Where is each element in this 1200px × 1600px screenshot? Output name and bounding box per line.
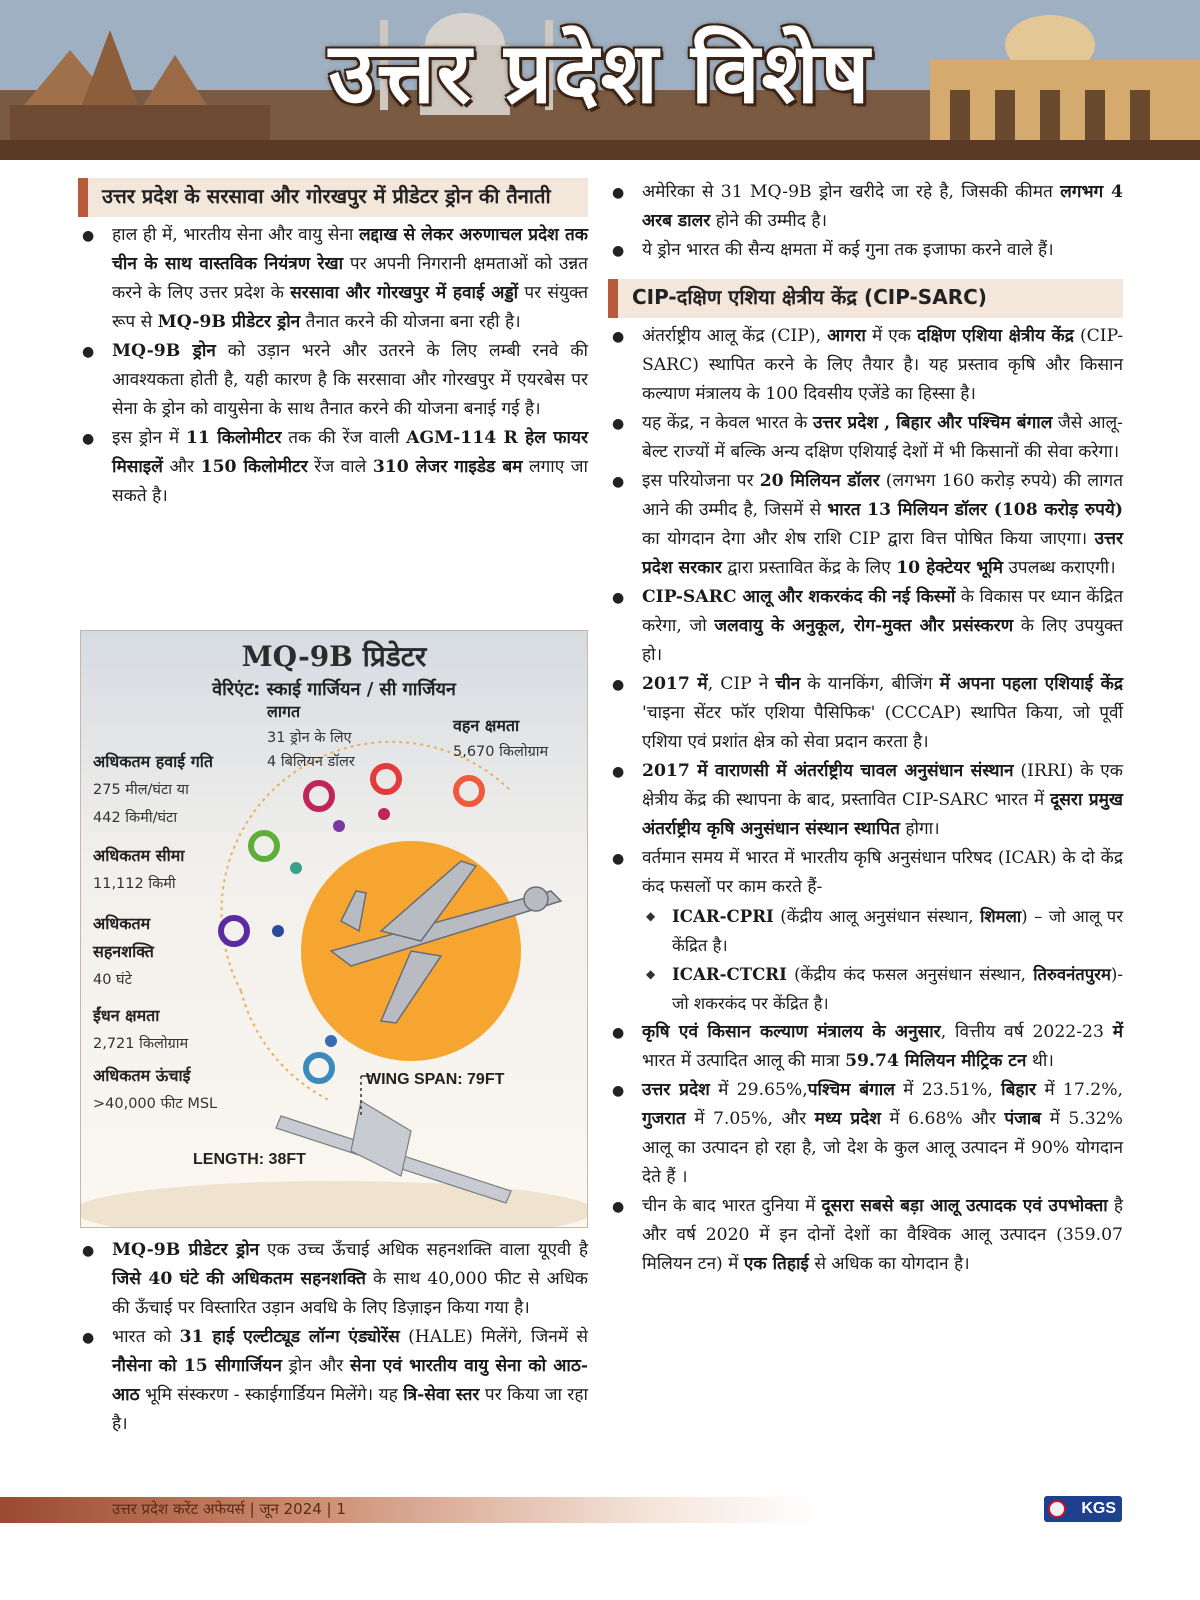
mq9b-infographic bbox=[80, 630, 588, 1228]
speed-value-line1: 275 मील/घंटा या bbox=[93, 782, 189, 798]
cost-value-line1: 31 ड्रोन के लिए bbox=[267, 730, 352, 746]
header-banner bbox=[0, 0, 1200, 160]
list-item: ● CIP-SARC आलू और शकरकंद की नई किस्मों के विकास पर ध्यान केंद्रित करेगा, जो जलवायु के अनुकूल, रोग-मुक्त और प्रसंस्करण के लिए उपयुक्त हो। bbox=[608, 583, 1123, 670]
list-item: ● चीन के बाद भारत दुनिया में दूसरा सबसे बड़ा आलू उत्पादक एवं उपभोक्ता है और वर्ष 2020 में इन दोनों देशों का वैश्विक आलू उत्पादन (359.07 मिलियन टन) में एक तिहाई से अधिक का योगदान है। bbox=[608, 1192, 1123, 1279]
section-title-predator-drone: उत्तर प्रदेश के सरसावा और गोरखपुर में प्रीडेटर ड्रोन की तैनाती bbox=[78, 178, 588, 217]
list-item: ● MQ-9B प्रीडेटर ड्रोन एक उच्च ऊँचाई अधिक सहनशक्ति वाला यूएवी है जिसे 40 घंटे की अधिकतम सहनशक्ति के साथ 40,000 फीट से अधिक की ऊँचाई पर विस्तारित उड़ान अवधि के लिए डिज़ाइन किया गया है। bbox=[78, 1236, 588, 1323]
left-column bbox=[78, 178, 588, 511]
list-item: ● इस ड्रोन में 11 किलोमीटर तक की रेंज वाली AGM-114 R हेल फायर मिसाइलें और 150 किलोमीटर रेंज वाले 310 लेजर गाइडेड बम लगाए जा सकते है। bbox=[78, 424, 588, 511]
speed-value-line2: 442 किमी/घंटा bbox=[93, 810, 178, 826]
page-footer bbox=[0, 1497, 1200, 1523]
kgs-emblem-icon bbox=[1048, 1500, 1066, 1518]
list-item: ● वर्तमान समय में भारत में भारतीय कृषि अनुसंधान परिषद (ICAR) के दो केंद्र कंद फसलों पर काम करते हैं- ◆ ICAR-CPRI (केंद्रीय आलू अनुसंधान संस्थान, शिमला) – जो आलू पर केंद्रित है। ◆ ICAR-CTCRI (केंद्रीय कंद फसल अनुसंधान संस्थान, तिरुवनंतपुरम)- जो शकरकंद पर केंद्रित है। bbox=[608, 844, 1123, 1018]
sub-list-item: ◆ ICAR-CPRI (केंद्रीय आलू अनुसंधान संस्थान, शिमला) – जो आलू पर केंद्रित है। bbox=[642, 902, 1123, 960]
list-item: ● अंतर्राष्ट्रीय आलू केंद्र (CIP), आगरा में एक दक्षिण एशिया क्षेत्रीय केंद्र (CIP-SARC) स्थापित करने के लिए तैयार है। यह प्रस्ताव कृषि और किसान कल्याण मंत्रालय के 100 दिवसीय एजेंडे का हिस्सा है। bbox=[608, 322, 1123, 409]
range-label: अधिकतम सीमा bbox=[93, 846, 185, 865]
list-item: ● इस परियोजना पर 20 मिलियन डॉलर (लगभग 160 करोड़ रुपये) की लागत आने की उम्मीद है, जिसमें से भारत 13 मिलियन डॉलर (108 करोड़ रुपये) का योगदान देगा और शेष राशि CIP द्वारा वित्त पोषित किया जाएगा। उत्तर प्रदेश सरकार द्वारा प्रस्तावित केंद्र के लिए 10 हेक्टेयर भूमि उपलब्ध कराएगी। bbox=[608, 467, 1123, 583]
range-value: 11,112 किमी bbox=[93, 876, 176, 892]
cost-label: लागत bbox=[267, 702, 301, 721]
list-item: ● कृषि एवं किसान कल्याण मंत्रालय के अनुसार, वित्तीय वर्ष 2022-23 में भारत में उत्पादित आलू की मात्रा 59.74 मिलियन मीट्रिक टन थी। bbox=[608, 1018, 1123, 1076]
sub-list-item: ◆ ICAR-CTCRI (केंद्रीय कंद फसल अनुसंधान संस्थान, तिरुवनंतपुरम)- जो शकरकंद पर केंद्रित है। bbox=[642, 960, 1123, 1018]
list-item: ● भारत को 31 हाई एल्टीट्यूड लॉन्ग एंड्योरेंस (HALE) मिलेंगे, जिनमें से नौसेना को 15 सीगार्जियन ड्रोन और सेना एवं भारतीय वायु सेना को आठ-आठ भूमि संस्करण - स्काईगार्डियन मिलेंगे। यह त्रि-सेवा स्तर पर किया जा रहा है। bbox=[78, 1323, 588, 1439]
list-item: ● 2017 में वाराणसी में अंतर्राष्ट्रीय चावल अनुसंधान संस्थान (IRRI) के एक क्षेत्रीय केंद्र की स्थापना के बाद, प्रस्तावित CIP-SARC भारत में दूसरा प्रमुख अंतर्राष्ट्रीय कृषि अनुसंधान संस्थान स्थापित होगा। bbox=[608, 757, 1123, 844]
kgs-logo-text: KGS bbox=[1081, 1500, 1116, 1517]
endurance-label-line2: सहनशक्ति bbox=[93, 942, 154, 961]
list-item: ● ये ड्रोन भारत की सैन्य क्षमता में कई गुना तक इजाफा करने वाले हैं। bbox=[608, 236, 1123, 265]
list-item: ● उत्तर प्रदेश में 29.65%,पश्चिम बंगाल में 23.51%, बिहार में 17.2%, गुजरात में 7.05%, और मध्य प्रदेश में 6.68% और पंजाब में 5.32% आलू का उत्पादन हो रहा है, जो देश के कुल आलू उत्पादन में 90% योगदान देते हैं । bbox=[608, 1076, 1123, 1192]
infographic-subtitle: वेरिएंट: स्काई गार्जियन / सी गार्जियन bbox=[212, 679, 456, 700]
fuel-value: 2,721 किलोग्राम bbox=[93, 1036, 189, 1052]
fuel-label: ईंधन क्षमता bbox=[93, 1006, 160, 1025]
drone-bullet-list bbox=[78, 221, 588, 511]
list-item: ● 2017 में, CIP ने चीन के यानकिंग, बीजिंग में अपना पहला एशियाई केंद्र 'चाइना सेंटर फॉर एशिया पैसिफिक' (CCCAP) स्थापित किया, जो पूर्वी एशिया एवं प्रशांत क्षेत्र को सेवा प्रदान करता है। bbox=[608, 670, 1123, 757]
kgs-logo bbox=[1044, 1496, 1122, 1522]
payload-label: वहन क्षमता bbox=[453, 716, 520, 735]
altitude-label: अधिकतम ऊंचाई bbox=[93, 1066, 191, 1085]
left-column-lower bbox=[78, 1236, 588, 1439]
cip-bullet-list bbox=[608, 322, 1123, 1279]
altitude-value: >40,000 फीट MSL bbox=[93, 1096, 218, 1112]
right-column bbox=[608, 178, 1123, 1279]
drone-bullet-list-right bbox=[608, 178, 1123, 265]
list-item: ● यह केंद्र, न केवल भारत के उत्तर प्रदेश , बिहार और पश्चिम बंगाल जैसे आलू-बेल्ट राज्यों में बल्कि अन्य दक्षिण एशियाई देशों में भी किसानों की सेवा करेगा। bbox=[608, 409, 1123, 467]
list-item: ● MQ-9B ड्रोन को उड़ान भरने और उतरने के लिए लम्बी रनवे की आवश्यकता होती है, यही कारण है कि सरसावा और गोरखपुर में एयरबेस पर सेना के ड्रोन को वायुसेना के साथ तैनात करने की योजना बनाई गई है। bbox=[78, 337, 588, 424]
footer-text: उत्तर प्रदेश करेंट अफेयर्स | जून 2024 | 1 bbox=[112, 1500, 346, 1518]
payload-value: 5,670 किलोग्राम bbox=[453, 744, 549, 760]
list-item: ● अमेरिका से 31 MQ-9B ड्रोन खरीदे जा रहे है, जिसकी कीमत लगभग 4 अरब डालर होने की उम्मीद है। bbox=[608, 178, 1123, 236]
length-label: LENGTH: 38FT bbox=[193, 1151, 306, 1168]
drone-bullet-list-lower bbox=[78, 1236, 588, 1439]
wingspan-label: WING SPAN: 79FT bbox=[366, 1071, 505, 1088]
cost-value-line2: 4 बिलियन डॉलर bbox=[267, 754, 355, 770]
endurance-label-line1: अधिकतम bbox=[93, 914, 151, 933]
endurance-value: 40 घंटे bbox=[93, 972, 132, 988]
section-title-cip-sarc: CIP-दक्षिण एशिया क्षेत्रीय केंद्र (CIP-SARC) bbox=[608, 279, 1123, 318]
list-item: ● हाल ही में, भारतीय सेना और वायु सेना लद्दाख से लेकर अरुणाचल प्रदेश तक चीन के साथ वास्तविक नियंत्रण रेखा पर अपनी निगरानी क्षमताओं को उन्नत करने के लिए उत्तर प्रदेश के सरसावा और गोरखपुर में हवाई अड्डों पर संयुक्त रूप से MQ-9B प्रीडेटर ड्रोन तैनात करने की योजना बना रही है। bbox=[78, 221, 588, 337]
speed-label: अधिकतम हवाई गति bbox=[93, 752, 213, 771]
infographic-title: MQ-9B प्रिडेटर bbox=[241, 640, 427, 673]
icar-sub-list bbox=[642, 902, 1123, 1018]
page-title: उत्तर प्रदेश विशेष bbox=[328, 24, 872, 122]
